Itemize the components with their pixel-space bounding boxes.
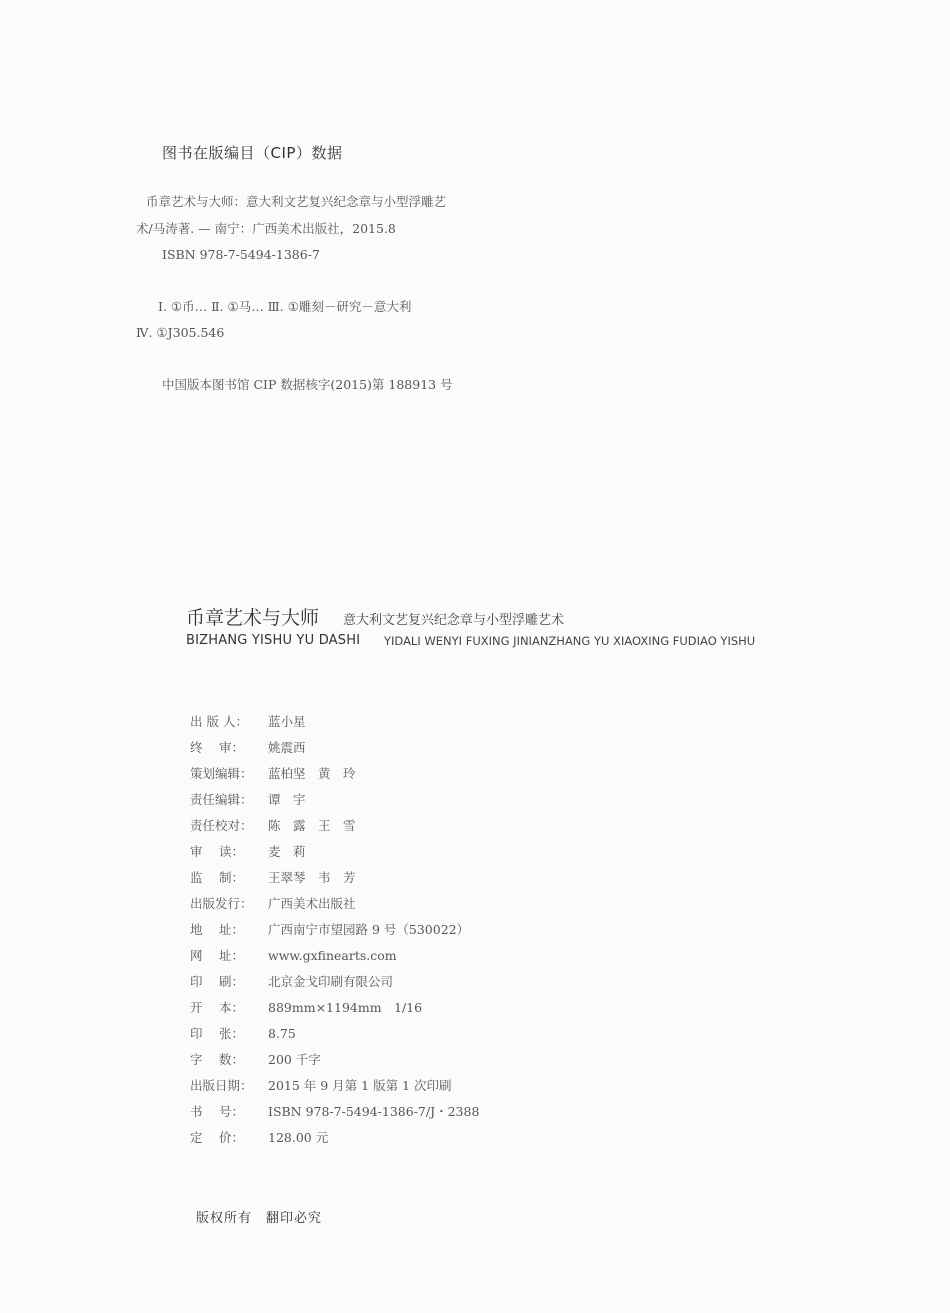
book-title-pinyin: BIZHANG YISHU YU DASHI [186,633,361,648]
credit-label: 出版日期： [190,1078,253,1093]
credit-row-price [190,1128,328,1146]
credit-value: 麦 莉 [268,844,306,859]
credit-label: 印 张： [190,1026,244,1041]
credit-value: 889mm×1194mm 1/16 [268,1000,423,1015]
cip-title-line: 术/马涛著. — 南宁：广西美术出版社，2015.8 [136,221,396,236]
credit-value: 广西南宁市望园路 9 号（530022） [268,922,470,937]
credit-label: 字 数： [190,1052,244,1067]
book-subtitle-chinese: 意大利文艺复兴纪念章与小型浮雕艺术 [343,613,565,628]
credit-label: 责任编辑： [190,792,253,807]
book-title-chinese: 币章艺术与大师 [186,607,320,629]
credit-label: 书 号： [190,1104,244,1119]
cip-isbn: ISBN 978-7-5494-1386-7 [162,247,320,262]
credit-row-printer [190,972,393,990]
credit-value: 谭 宇 [268,792,306,807]
credit-row-distributor [190,894,356,912]
credit-row-format [190,998,422,1016]
credit-label: 出 版 人： [190,714,248,729]
credit-value: 蓝柏坚 黄 玲 [268,766,356,781]
credit-value: 北京金戈印刷有限公司 [268,974,394,989]
credit-row-reader [190,842,306,860]
credit-label: 网 址： [190,948,244,963]
credit-value: 陈 露 王 雪 [268,818,356,833]
cip-classification-line: Ⅰ. ①币… Ⅱ. ①马… Ⅲ. ①雕刻－研究－意大利 [158,299,412,314]
copyright-notice: 版权所有 翻印必究 [196,1211,323,1226]
credit-row-publisher [190,712,306,730]
credit-row-book-number [190,1102,479,1120]
credit-row-address [190,920,469,938]
credit-label: 定 价： [190,1130,244,1145]
credit-row-sheets [190,1024,296,1042]
cip-classification-line: Ⅳ. ①J305.546 [136,325,225,340]
credit-value: 广西美术出版社 [268,896,356,911]
credit-value: 8.75 [268,1026,296,1041]
credit-value: www.gxfinearts.com [268,948,397,963]
credit-row-website [190,946,397,964]
credit-value: 200 千字 [268,1052,321,1067]
credit-label: 终 审： [190,740,244,755]
credit-value: 蓝小星 [268,714,306,729]
cip-heading: 图书在版编目（CIP）数据 [162,144,343,162]
credit-label: 策划编辑： [190,766,253,781]
cip-verification-note: 中国版本图书馆 CIP 数据核字(2015)第 188913 号 [162,377,453,392]
credit-row-supervisor [190,868,356,886]
credit-row-planning-editor [190,764,356,782]
credit-label: 印 刷： [190,974,244,989]
credit-label: 地 址： [190,922,244,937]
credit-label: 开 本： [190,1000,244,1015]
book-subtitle-pinyin: YIDALI WENYI FUXING JINIANZHANG YU XIAOXING FUDIAO YISHU [384,634,756,648]
credit-value: 128.00 元 [268,1130,329,1145]
credit-row-publish-date [190,1076,451,1094]
credit-row-responsible-editor [190,790,306,808]
credit-value: 2015 年 9 月第 1 版第 1 次印刷 [268,1078,452,1093]
credit-label: 监 制： [190,870,244,885]
cip-title-line: 币章艺术与大师：意大利文艺复兴纪念章与小型浮雕艺 [146,194,447,209]
credit-value: 姚震西 [268,740,306,755]
credit-value: ISBN 978-7-5494-1386-7/J・2388 [268,1104,480,1119]
credit-label: 出版发行： [190,896,253,911]
credit-row-proofreader [190,816,356,834]
credit-value: 王翠琴 韦 芳 [268,870,356,885]
credit-row-word-count [190,1050,321,1068]
credit-row-final-review [190,738,306,756]
credit-label: 责任校对： [190,818,253,833]
credit-label: 审 读： [190,844,244,859]
